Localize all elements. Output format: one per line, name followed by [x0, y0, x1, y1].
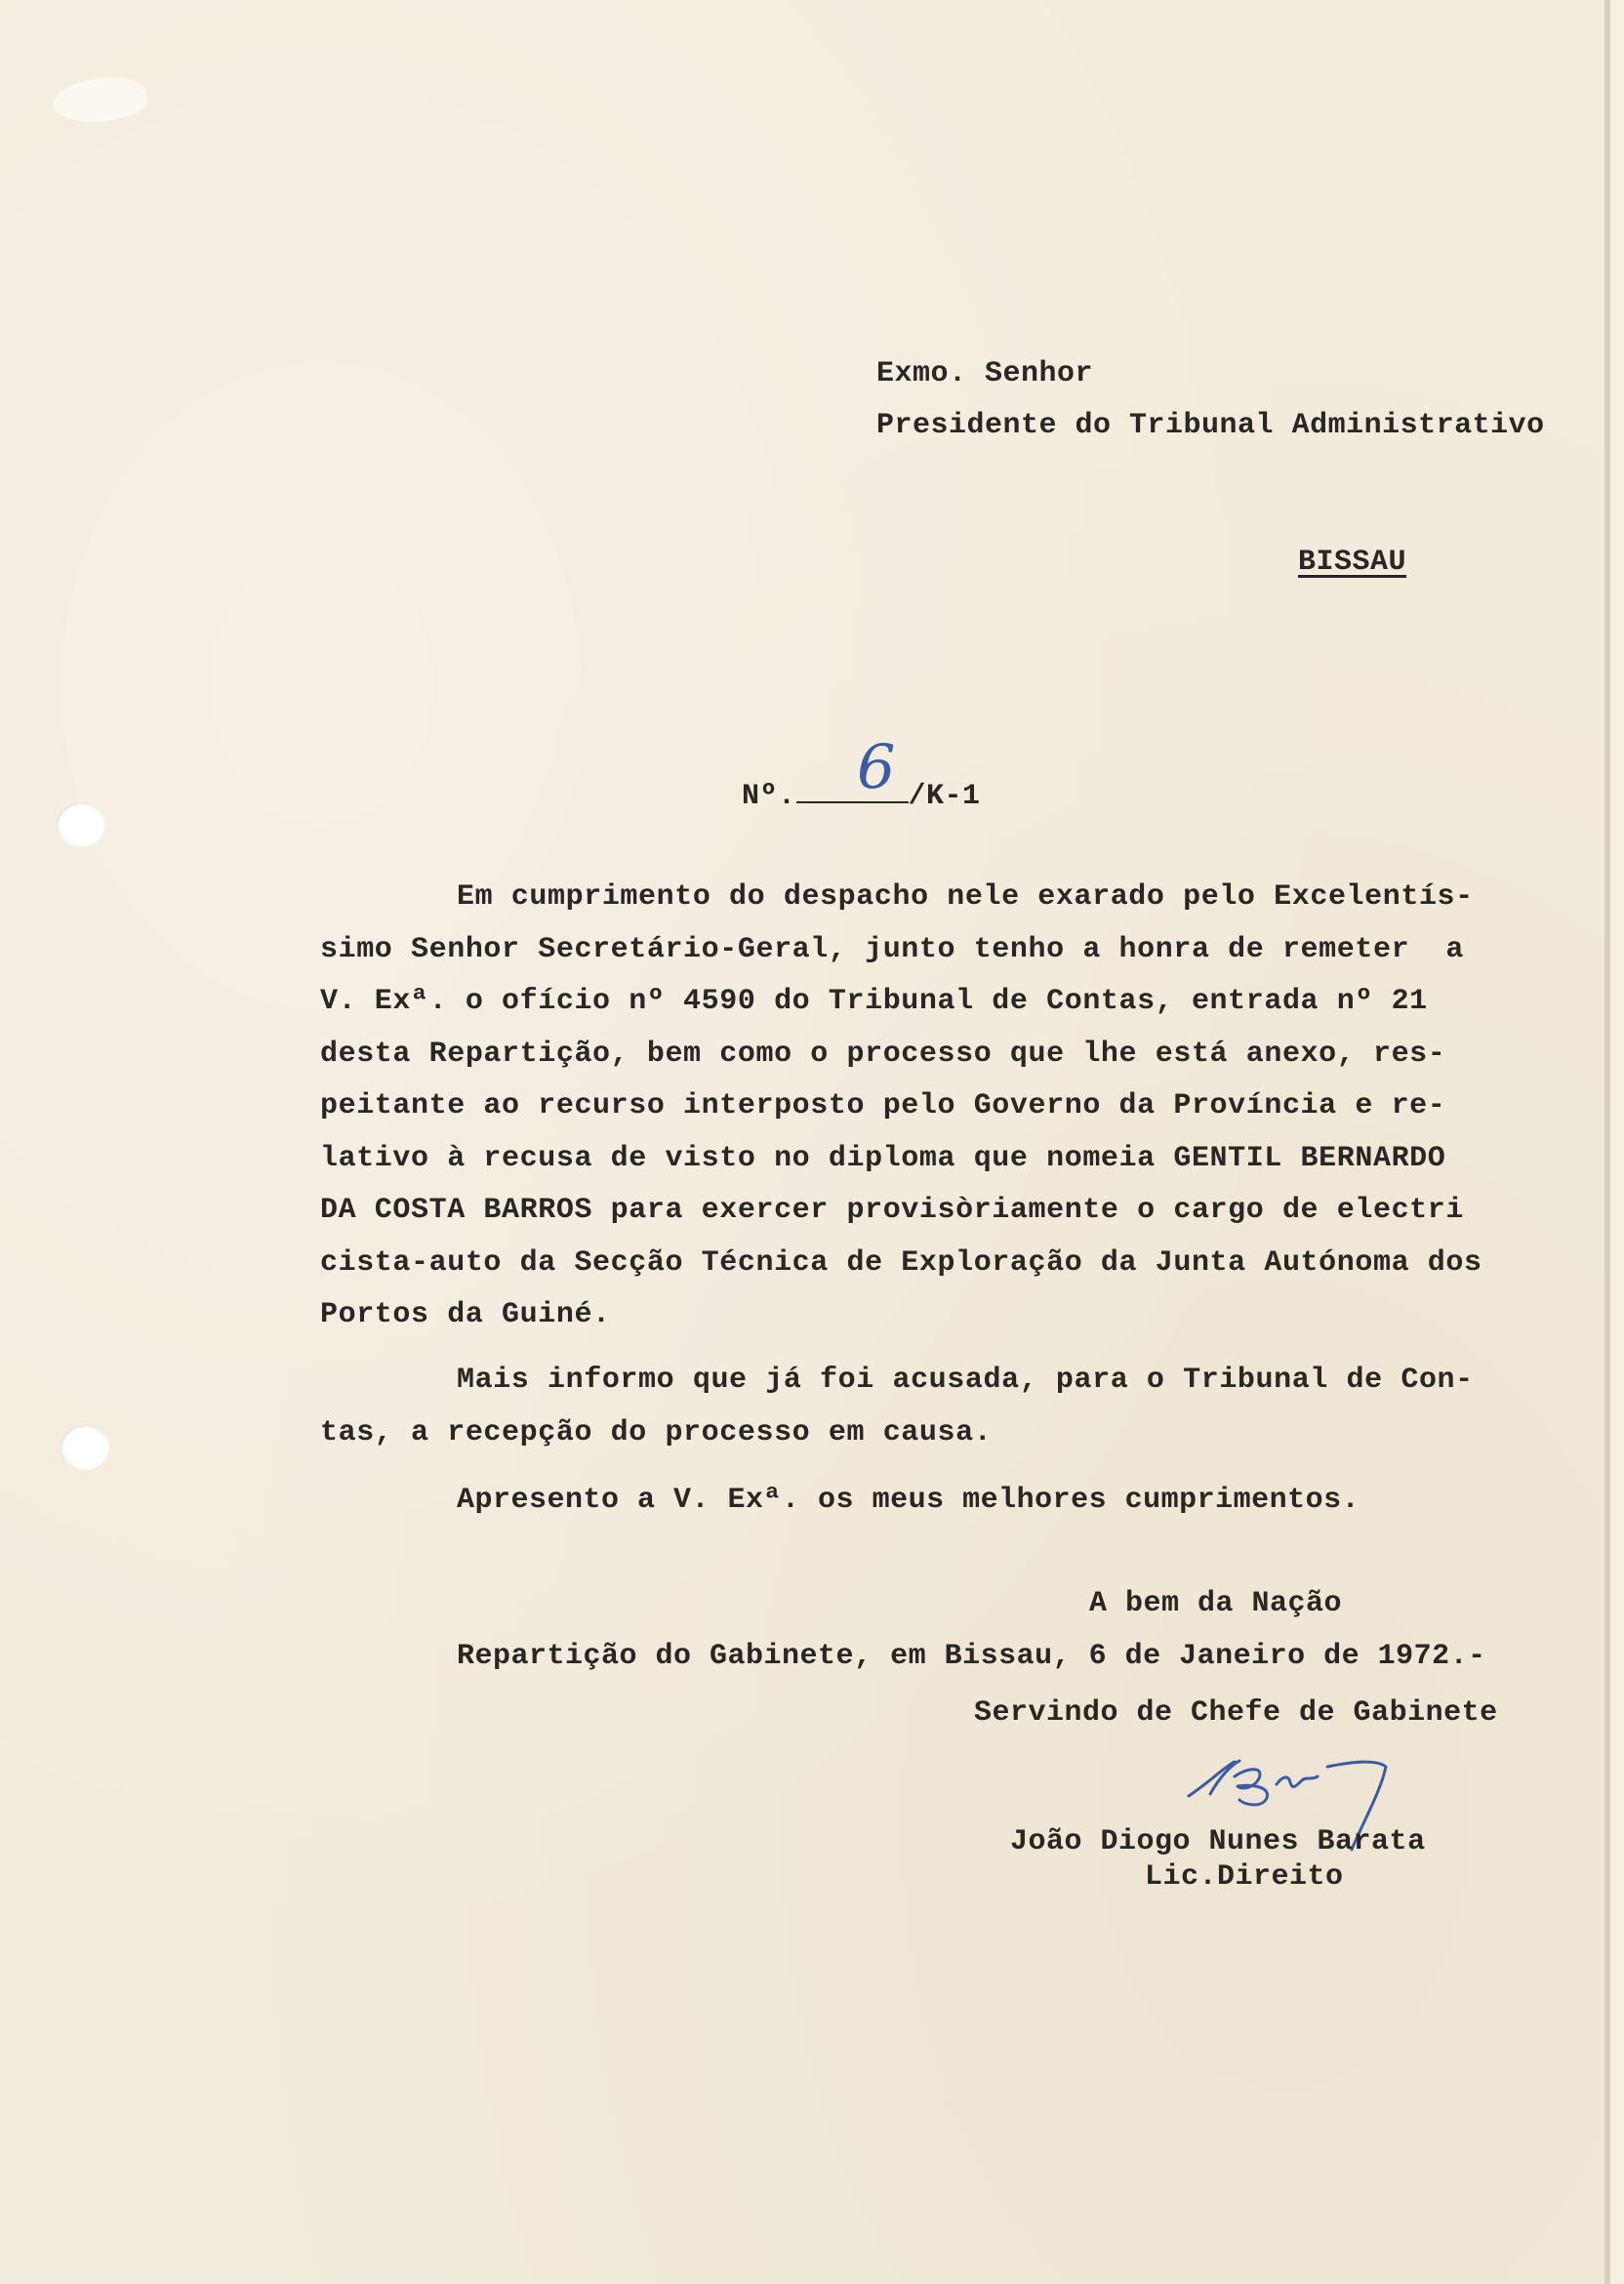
signer-role: Servindo de Chefe de Gabinete — [974, 1696, 1498, 1730]
place-and-date: Repartição do Gabinete, em Bissau, 6 de Janeiro de 1972.- — [457, 1640, 1486, 1673]
addressee-salutation: Exmo. Senhor — [876, 357, 1094, 390]
body-line: Portos da Guiné. — [320, 1298, 611, 1331]
punch-hole-bottom — [61, 1425, 109, 1470]
reference-prefix: Nº. — [742, 780, 796, 813]
body-line: Mais informo que já foi acusada, para o Tribunal de Con- — [457, 1364, 1474, 1397]
body-paragraph — [320, 872, 1560, 1342]
addressee-title: Presidente do Tribunal Administrativo — [876, 409, 1545, 442]
body-line: DA COSTA BARROS para exercer provisòriamente o cargo de electri — [320, 1194, 1464, 1227]
signer-name: João Diogo Nunes Barata — [1010, 1825, 1426, 1858]
body-line: cista-auto da Secção Técnica de Exploração da Junta Autónoma dos — [320, 1245, 1482, 1280]
reference-suffix: /K-1 — [908, 780, 981, 813]
nation-salute: A bem da Nação — [1089, 1587, 1343, 1620]
addressee-city: BISSAU — [1298, 546, 1407, 579]
body-line: tas, a recepção do processo em causa. — [320, 1415, 993, 1449]
body-line: V. Exª. o ofício nº 4590 do Tribunal de Contas, entrada nº 21 — [320, 985, 1428, 1018]
handwritten-reference-number: 6 — [857, 731, 896, 802]
torn-corner — [50, 69, 149, 132]
closing-line: Apresento a V. Exª. os meus melhores cumprimentos. — [457, 1484, 1360, 1517]
body-line: peitante ao recurso interposto pelo Governo da Província e re- — [320, 1089, 1446, 1122]
punch-hole-top — [57, 802, 105, 847]
body-line: lativo à recusa de visto no diploma que nomeia GENTIL BERNARDO — [320, 1141, 1446, 1175]
body-line: desta Repartição, bem como o processo que lhe está anexo, res- — [320, 1037, 1446, 1071]
second-paragraph — [320, 1355, 1474, 1459]
body-line: simo Senhor Secretário-Geral, junto tenho a honra de remeter a — [320, 932, 1464, 966]
signer-degree: Lic.Direito — [1145, 1860, 1344, 1894]
body-line: Em cumprimento do despacho nele exarado pelo Excelentís- — [457, 880, 1474, 914]
